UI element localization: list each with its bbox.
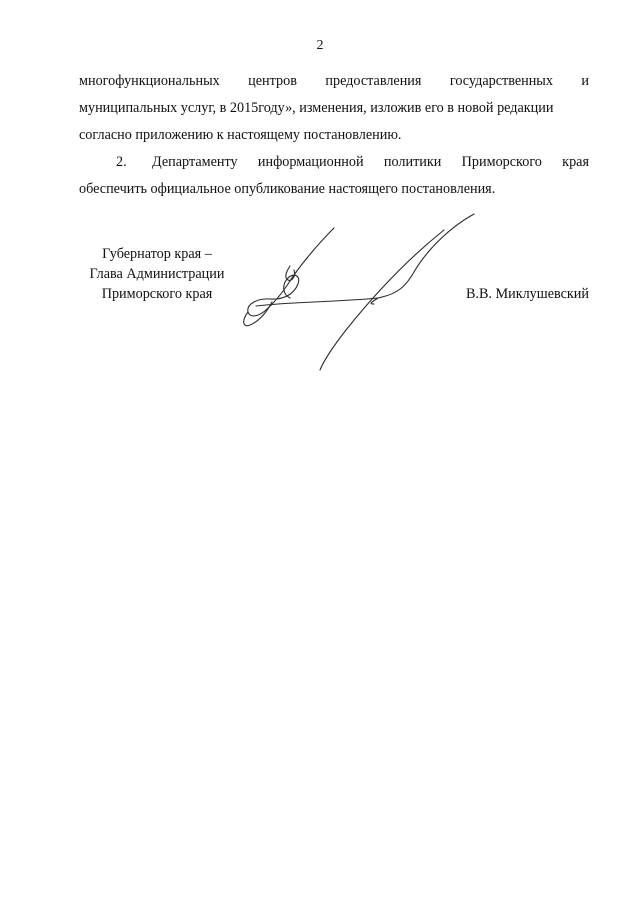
paragraph-1-line-3: согласно приложению к настоящему постановлению. bbox=[79, 127, 402, 143]
paragraph-1-line-2: муниципальных услуг, в 2015году», изменения, изложив его в новой редакции bbox=[79, 100, 554, 116]
signatory-title bbox=[79, 244, 235, 304]
paragraph-2-line-2: обеспечить официальное опубликование настоящего постановления. bbox=[79, 181, 496, 197]
paragraph-2 bbox=[79, 149, 589, 176]
paragraph-1-line-1: многофункциональных центров предоставления государственных и bbox=[79, 73, 589, 89]
signatory-title-line-3: Приморского края bbox=[101, 286, 213, 302]
handwritten-signature bbox=[228, 206, 488, 376]
signatory-title-line-1: Губернатор края – bbox=[102, 246, 212, 262]
signatory-name: В.В. Миклушевский bbox=[465, 286, 589, 302]
page-number: 2 bbox=[316, 38, 324, 53]
paragraph-2-number: 2. bbox=[116, 154, 127, 170]
document-body bbox=[79, 68, 589, 203]
paragraph-2-line-1: Департаменту информационной политики Приморского края bbox=[152, 154, 589, 170]
signatory-title-line-2: Глава Администрации bbox=[89, 266, 225, 282]
